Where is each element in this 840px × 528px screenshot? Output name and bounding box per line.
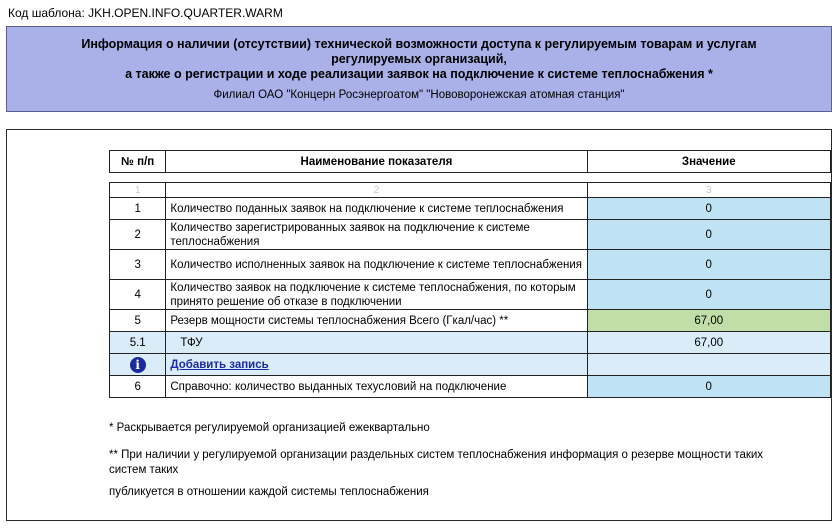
- indicators-table: [109, 150, 831, 398]
- report-title-line1: Информация о наличии (отсутствии) технической возможности доступа к регулируемым товарам и услугам регулируемых организаций,: [81, 37, 757, 66]
- add-record-cell: [166, 354, 587, 376]
- table-row: [110, 250, 831, 280]
- template-code: Код шаблона: JKH.OPEN.INFO.QUARTER.WARM: [8, 6, 283, 20]
- info-icon[interactable]: i: [130, 357, 146, 373]
- row-value-field[interactable]: 0: [587, 280, 831, 310]
- report-title-line2: а также о регистрации и ходе реализации заявок на подключение к системе теплоснабжения *: [125, 67, 713, 81]
- header-value: Значение: [587, 151, 831, 173]
- table-row-sub: [110, 332, 831, 354]
- row-name: [166, 332, 587, 354]
- row-num: 3: [110, 250, 166, 280]
- column-number: 3: [587, 183, 831, 198]
- row-name: Резерв мощности системы теплоснабжения Всего (Гкал/час) **: [166, 310, 587, 332]
- add-record-link[interactable]: Добавить запись: [170, 358, 269, 371]
- row-num: 6: [110, 376, 166, 398]
- footnote-1: * Раскрывается регулируемой организацией ежеквартально: [109, 422, 430, 434]
- add-record-row: [110, 354, 831, 376]
- column-numbers-row: [110, 183, 831, 198]
- form-panel: [6, 129, 832, 521]
- row-value-field[interactable]: 0: [587, 376, 831, 398]
- footnote-3: публикуется в отношении каждой системы теплоснабжения: [109, 486, 429, 498]
- organization-name: Филиал ОАО "Концерн Росэнергоатом" "Нововоронежская атомная станция": [213, 89, 625, 101]
- report-title: [7, 37, 831, 82]
- reserve-total-value: 67,00: [587, 310, 831, 332]
- row-name: Количество заявок на подключение к системе теплоснабжения, по которым принято решение об отказе в подключении: [166, 280, 587, 310]
- add-record-empty: [587, 354, 831, 376]
- row-name: Справочно: количество выданных техусловий на подключение: [166, 376, 587, 398]
- footnote-2: ** При наличии у регулируемой организации раздельных систем теплоснабжения информация о резерве мощности таких систем таких: [109, 449, 764, 476]
- row-value-field[interactable]: 0: [587, 198, 831, 220]
- row-name-text: ТФУ: [180, 336, 203, 349]
- table-header-row: [110, 151, 831, 173]
- column-number: 1: [110, 183, 166, 198]
- row-value-field[interactable]: 67,00: [587, 332, 831, 354]
- table-row: [110, 198, 831, 220]
- row-num: 5.1: [110, 332, 166, 354]
- row-num: 4: [110, 280, 166, 310]
- row-num: 2: [110, 220, 166, 250]
- header-name: Наименование показателя: [166, 151, 587, 173]
- row-name: Количество поданных заявок на подключение к системе теплоснабжения: [166, 198, 587, 220]
- table-row: [110, 376, 831, 398]
- spacer: [110, 173, 831, 183]
- row-num: 1: [110, 198, 166, 220]
- row-name: Количество зарегистрированных заявок на подключение к системе теплоснабжения: [166, 220, 587, 250]
- column-number: 2: [166, 183, 587, 198]
- header-num: № п/п: [110, 151, 166, 173]
- add-record-icon-cell: [110, 354, 166, 376]
- table-row: [110, 220, 831, 250]
- table-row: [110, 310, 831, 332]
- row-num: 5: [110, 310, 166, 332]
- row-value-field[interactable]: 0: [587, 220, 831, 250]
- row-name: Количество исполненных заявок на подключение к системе теплоснабжения: [166, 250, 587, 280]
- table-row: [110, 280, 831, 310]
- row-value-field[interactable]: 0: [587, 250, 831, 280]
- report-header: [6, 26, 832, 112]
